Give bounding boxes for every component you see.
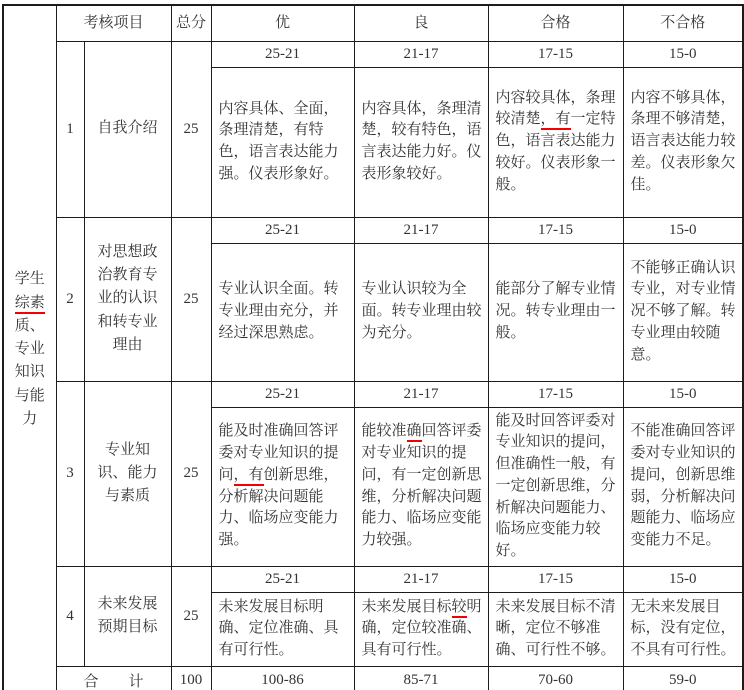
red-underline-mark: ，有 xyxy=(234,467,264,486)
side-label-pre: 学生 xyxy=(14,271,45,288)
desc-cell xyxy=(488,243,623,381)
row-score: 25 xyxy=(171,41,211,217)
desc-text: 能部分了解专业情况。转专业理由一般。 xyxy=(495,281,616,341)
desc-cell xyxy=(354,407,488,566)
header-grade-fail: 不合格 xyxy=(623,5,743,41)
header-grade-good: 良 xyxy=(354,5,488,41)
total-range-cell: 59-0 xyxy=(623,666,743,690)
range-cell: 21-17 xyxy=(354,217,488,243)
row-number: 3 xyxy=(56,381,84,566)
desc-text: 专业认识较为全面。转专业理由较为充分。 xyxy=(361,281,482,341)
total-label: 合 计 xyxy=(56,666,171,690)
desc-cell xyxy=(211,592,354,666)
header-assessment-item: 考核项目 xyxy=(56,5,171,41)
desc-cell xyxy=(623,407,743,566)
desc-text: 创新思维，分析解决问题能力、临场应变能力强。 xyxy=(218,466,339,549)
range-cell: 21-17 xyxy=(354,41,488,67)
row-score: 25 xyxy=(171,566,211,666)
desc-cell xyxy=(354,592,488,666)
desc-cell xyxy=(488,407,623,566)
desc-text: 内容不够具体，条理不够清楚，语言表达能力较差。仪表形象欠佳。 xyxy=(630,89,736,193)
desc-text: 内容较具体，条理较清楚 xyxy=(495,89,616,128)
desc-cell xyxy=(488,592,623,666)
desc-text: 内容具体、全面，条理清楚，有特色，语言表达能力强。仪表形象好。 xyxy=(218,100,339,182)
desc-cell xyxy=(211,67,354,217)
desc-text: 明确，定位较准确、具有可行性。 xyxy=(361,598,482,659)
desc-cell xyxy=(623,67,743,217)
desc-text: 不能准确回答评委对专业知识的提问，创新思维弱，分析解决问题能力、临场应变能力不足。 xyxy=(630,423,736,549)
row-number: 4 xyxy=(56,566,84,666)
desc-text: 能较准 xyxy=(361,423,407,440)
side-label-post: 质、专业知识与能力 xyxy=(14,317,45,427)
range-cell: 17-15 xyxy=(488,217,623,243)
desc-text: 能及时准确回答评委对专业知识的提问 xyxy=(218,423,339,483)
range-cell: 21-17 xyxy=(354,381,488,407)
side-label-cell xyxy=(3,5,56,690)
range-cell: 25-21 xyxy=(211,41,354,67)
desc-text: 未来发展目标明确、定位准确、具有可行性。 xyxy=(218,598,339,659)
desc-cell xyxy=(211,243,354,381)
total-range-cell: 85-71 xyxy=(354,666,488,690)
red-underline-mark: 较 xyxy=(452,599,467,618)
desc-text: 专业认识全面。转专业理由充分，并经过深思熟虑。 xyxy=(218,281,339,341)
side-label xyxy=(13,268,47,431)
header-grade-pass: 合格 xyxy=(488,5,623,41)
desc-text: 未来发展目标不清晰，定位不够准确、可行性不够。 xyxy=(495,598,616,659)
row-number: 2 xyxy=(56,217,84,381)
desc-cell xyxy=(354,67,488,217)
desc-text: 回答评委对专业知识的提问，有一定创新思维，分析解决问题能力、临场应变能力较强。 xyxy=(361,423,482,549)
range-cell: 21-17 xyxy=(354,566,488,592)
desc-cell xyxy=(623,243,743,381)
range-cell: 15-0 xyxy=(623,41,743,67)
range-cell: 17-15 xyxy=(488,381,623,407)
desc-text: 无未来发展目标，没有定位，不具有可行性。 xyxy=(630,598,736,659)
red-underline-mark: ，有 xyxy=(541,111,571,130)
row-score: 25 xyxy=(171,381,211,566)
desc-text: 未来发展目标 xyxy=(361,598,452,615)
range-cell: 15-0 xyxy=(623,381,743,407)
assessment-rubric-table xyxy=(2,4,744,690)
item-name: 自我介绍 xyxy=(84,41,171,217)
range-cell: 25-21 xyxy=(211,217,354,243)
range-cell: 17-15 xyxy=(488,41,623,67)
header-grade-excellent: 优 xyxy=(211,5,354,41)
total-range-cell: 100-86 xyxy=(211,666,354,690)
row-score: 25 xyxy=(171,217,211,381)
range-cell: 25-21 xyxy=(211,381,354,407)
desc-text: 内容具体，条理清楚，较有特色，语言表达能力好。仪表形象较好。 xyxy=(361,100,482,182)
desc-cell xyxy=(211,407,354,566)
range-cell: 25-21 xyxy=(211,566,354,592)
header-total-score: 总分 xyxy=(171,5,211,41)
desc-text: 一定特色，语言表达能力较好。仪表形象一般。 xyxy=(495,111,616,193)
desc-text: 能及时回答评委对专业知识的提问，但准确性一般，有一定创新思维，分析解决问题能力、临场应变能力较好。 xyxy=(495,412,616,559)
item-name: 未来发展预期目标 xyxy=(84,566,171,666)
red-underline-mark: 确 xyxy=(407,423,422,442)
range-cell: 15-0 xyxy=(623,566,743,592)
desc-text: 不能够正确认识专业，对专业情况不够了解。转专业理由较随意。 xyxy=(630,259,736,363)
row-number: 1 xyxy=(56,41,84,217)
item-name: 专业知识、能力与素质 xyxy=(84,381,171,566)
total-score: 100 xyxy=(171,666,211,690)
desc-cell xyxy=(623,592,743,666)
item-name: 对思想政治教育专业的认识和转专业理由 xyxy=(84,217,171,381)
desc-cell xyxy=(354,243,488,381)
range-cell: 17-15 xyxy=(488,566,623,592)
range-cell: 15-0 xyxy=(623,217,743,243)
desc-cell xyxy=(488,67,623,217)
total-range-cell: 70-60 xyxy=(488,666,623,690)
red-underline-mark: 综素 xyxy=(15,295,45,314)
